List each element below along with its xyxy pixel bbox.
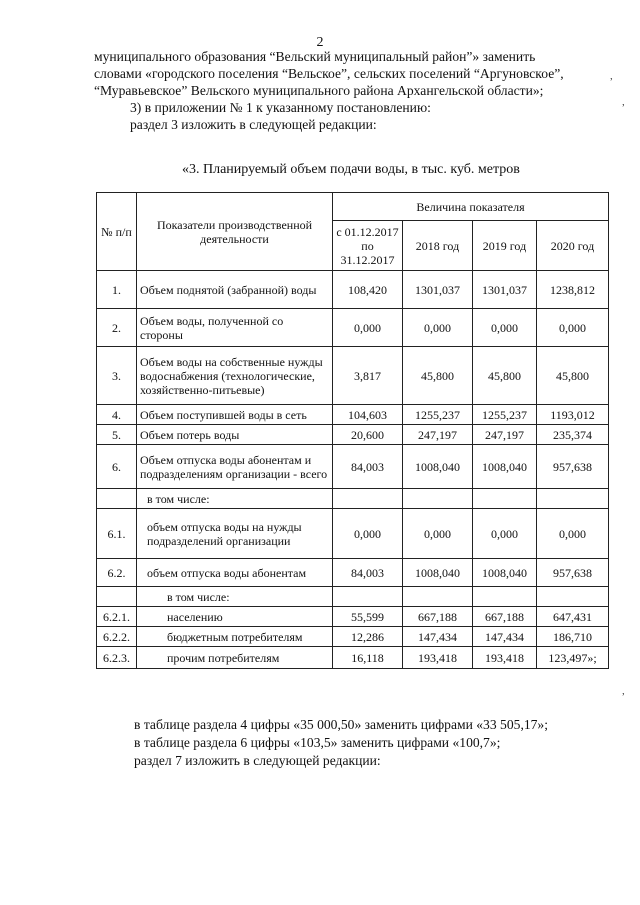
table-row [97,347,609,405]
row-value: 667,188 [403,607,473,627]
row-number: 4. [97,405,137,425]
header-period: 2018 год [403,221,473,271]
row-value [537,489,609,509]
row-value: 1008,040 [473,445,537,489]
header-num: № п/п [97,193,137,271]
intro-paragraph [94,48,614,133]
row-value: 0,000 [403,309,473,347]
header-period: 2020 год [537,221,609,271]
header-period: 2019 год [473,221,537,271]
intro-line: “Муравьевское” Вельского муниципального района Архангельской области»; [94,83,544,98]
intro-line: муниципального образования “Вельский муниципальный район”» заменить [94,49,536,64]
row-value: 1255,237 [473,405,537,425]
row-number: 6.1. [97,509,137,559]
row-value: 55,599 [333,607,403,627]
row-value: 0,000 [537,309,609,347]
row-value: 108,420 [333,271,403,309]
row-value [333,587,403,607]
row-number: 1. [97,271,137,309]
row-indicator: объем отпуска воды абонентам [137,559,333,587]
intro-line: словами «городского поселения “Вельское”, сельских поселений “Аргуновское”, [94,66,564,81]
row-value: 45,800 [403,347,473,405]
scan-artifact: , [622,685,625,697]
table-row [97,607,609,627]
row-number [97,489,137,509]
row-indicator: Объем поднятой (забранной) воды [137,271,333,309]
table-row [97,271,609,309]
row-value: 0,000 [403,509,473,559]
row-value: 186,710 [537,627,609,647]
table-row [97,425,609,445]
row-number [97,587,137,607]
table-row [97,509,609,559]
scan-artifact: , [622,96,625,108]
row-value: 20,600 [333,425,403,445]
row-value: 1008,040 [403,445,473,489]
row-indicator: бюджетным потребителям [137,627,333,647]
row-value [403,587,473,607]
row-value: 1301,037 [403,271,473,309]
row-value: 45,800 [537,347,609,405]
row-value: 193,418 [473,647,537,669]
row-value: 247,197 [403,425,473,445]
row-number: 6.2.3. [97,647,137,669]
row-number: 5. [97,425,137,445]
row-indicator: в том числе: [137,489,333,509]
row-value: 147,434 [473,627,537,647]
closing-line: в таблице раздела 6 цифры «103,5» заменить цифрами «100,7»; [134,735,501,750]
row-number: 6.2.1. [97,607,137,627]
section-title: «3. Планируемый объем подачи воды, в тыс. куб. метров [182,162,520,177]
row-indicator: Объем отпуска воды абонентам и подразделениям организации - всего [137,445,333,489]
row-number: 3. [97,347,137,405]
closing-line: раздел 7 изложить в следующей редакции: [134,753,381,768]
row-value: 193,418 [403,647,473,669]
water-supply-table [96,192,609,669]
row-value: 84,003 [333,445,403,489]
table-row [97,627,609,647]
row-value [473,587,537,607]
row-indicator: населению [137,607,333,627]
row-value: 16,118 [333,647,403,669]
table-row [97,587,609,607]
row-value: 1301,037 [473,271,537,309]
header-value: Величина показателя [333,193,609,221]
row-value: 104,603 [333,405,403,425]
row-value [537,587,609,607]
row-indicator: прочим потребителям [137,647,333,669]
row-value: 957,638 [537,445,609,489]
closing-paragraph [134,716,548,770]
row-value: 0,000 [473,509,537,559]
row-value: 647,431 [537,607,609,627]
row-number: 6.2. [97,559,137,587]
row-indicator: в том числе: [137,587,333,607]
page-number: 2 [316,35,324,50]
row-value: 84,003 [333,559,403,587]
row-indicator: Объем воды на собственные нужды водоснабжения (технологические, хозяйственно-питьевые) [137,347,333,405]
row-value [403,489,473,509]
row-value: 45,800 [473,347,537,405]
row-value: 3,817 [333,347,403,405]
row-indicator: Объем потерь воды [137,425,333,445]
scan-artifact: , [610,70,613,82]
table-row [97,445,609,489]
table-row [97,309,609,347]
header-period: с 01.12.2017 по 31.12.2017 [333,221,403,271]
row-number: 2. [97,309,137,347]
row-indicator: объем отпуска воды на нужды подразделений организации [137,509,333,559]
row-value: 1008,040 [473,559,537,587]
table-row [97,559,609,587]
row-value: 957,638 [537,559,609,587]
row-value: 1193,012 [537,405,609,425]
intro-line: раздел 3 изложить в следующей редакции: [130,117,377,132]
row-number: 6.2.2. [97,627,137,647]
intro-line: 3) в приложении № 1 к указанному постановлению: [130,100,431,115]
row-value: 0,000 [333,509,403,559]
row-value: 1238,812 [537,271,609,309]
row-value [473,489,537,509]
row-value: 0,000 [473,309,537,347]
row-value: 235,374 [537,425,609,445]
row-value: 0,000 [537,509,609,559]
table-row [97,647,609,669]
row-value [333,489,403,509]
row-value: 247,197 [473,425,537,445]
row-value: 1008,040 [403,559,473,587]
row-number: 6. [97,445,137,489]
row-indicator: Объем поступившей воды в сеть [137,405,333,425]
row-value: 123,497»; [537,647,609,669]
table-row [97,405,609,425]
header-indicator: Показатели производственной деятельности [137,193,333,271]
row-value: 147,434 [403,627,473,647]
row-value: 0,000 [333,309,403,347]
row-value: 667,188 [473,607,537,627]
row-value: 1255,237 [403,405,473,425]
table-row [97,489,609,509]
closing-line: в таблице раздела 4 цифры «35 000,50» заменить цифрами «33 505,17»; [134,717,549,732]
row-value: 12,286 [333,627,403,647]
row-indicator: Объем воды, полученной со стороны [137,309,333,347]
